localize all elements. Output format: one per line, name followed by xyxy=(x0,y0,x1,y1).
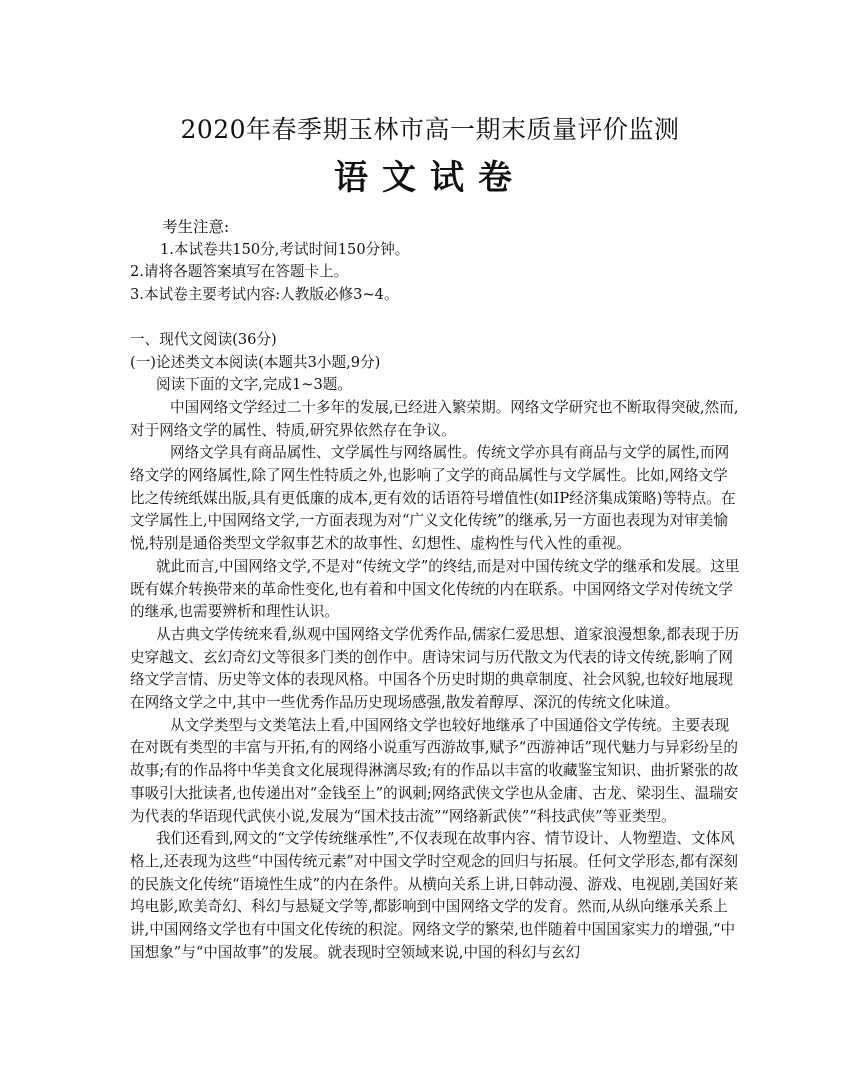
exam-title: 2020年春季期玉林市高一期末质量评价监测 xyxy=(180,115,680,144)
notice-item: 3.本试卷主要考试内容:人教版必修3~4。 xyxy=(130,286,399,304)
passage-paragraph: 从古典文学传统来看,纵观中国网络文学优秀作品,儒家仁爱思想、道家浪漫想象,都表现于历史穿越文、玄幻奇幻文等很多门类的创作中。唐诗宋词与历代散文为代表的诗文传统,影响了网络文学言情、历史等文体的表现风格。中国各个历史时期的典章制度、社会风貌,也较好地展现在网络文学之中,其中一些优秀作品历史现场感强,散发着醇厚、深沉的传统文化味道。 xyxy=(130,625,740,712)
notice-item: 2.请将各题答案填写在答题卡上。 xyxy=(130,263,349,281)
exam-body xyxy=(130,216,742,965)
passage-paragraph: 从文学类型与文类笔法上看,中国网络文学也较好地继承了中国通俗文学传统。主要表现在对既有类型的丰富与开拓,有的网络小说重写西游故事,赋予“西游神话”现代魅力与异彩纷呈的故事;有的作品将中华美食文化展现得淋漓尽致;有的作品以丰富的收藏鉴宝知识、曲折紧张的故事吸引大批读者,也传递出对“金钱至上”的讽刺;网络武侠文学也从金庸、古龙、梁羽生、温瑞安为代表的华语现代武侠小说,发展为“国术技击流”“网络新武侠”“科技武侠”等亚类型。 xyxy=(130,716,739,825)
section-subheading: (一)论述类文本阅读(本题共3小题,9分) xyxy=(130,353,381,371)
passage-paragraph: 我们还看到,网文的“文学传统继承性”,不仅表现在故事内容、情节设计、人物塑造、文体风格上,还表现为这些“中国传统元素”对中国文学时空观念的回归与拓展。任何文学形态,都有深刻的民族文化传统“语境性生成”的内在条件。从横向关系上讲,日韩动漫、游戏、电视剧,美国好莱坞电影,欧美奇幻、科幻与悬疑文学等,都影响到中国网络文学的发育。然而,从纵向继承关系上讲,中国网络文学也有中国文化传统的积淀。网络文学的繁荣,也伴随着中国国家实力的增强,“中国想象”与“中国故事”的发展。就表现时空领域来说,中国的科幻与玄幻 xyxy=(130,830,738,961)
notice-heading: 考生注意: xyxy=(162,218,230,236)
passage-paragraph: 网络文学具有商品属性、文学属性与网络属性。传统文学亦具有商品与文学的属性,而网络文学的网络属性,除了网生性特质之外,也影响了文学的商品属性与文学属性。比如,网络文学比之传统纸媒出版,具有更低廉的成本,更有效的话语符号增值性(如IP经济集成策略)等特点。在文学属性上,中国网络文学,一方面表现为对“广义文化传统”的继承,另一方面也表现为对审美愉悦,特别是通俗类型文学叙事艺术的故事性、幻想性、虚构性与代入性的重视。 xyxy=(130,444,736,553)
section-heading: 一、现代文阅读(36分) xyxy=(130,330,277,348)
passage-paragraph: 就此而言,中国网络文学,不是对“传统文学”的终结,而是对中国传统文学的继承和发展。这里既有媒介转换带来的革命性变化,也有着和中国文化传统的内在联系。中国网络文学对传统文学的继承,也需要辨析和理性认识。 xyxy=(130,557,740,621)
exam-subject-title: 语文试卷 xyxy=(334,158,526,198)
notice-item: 1.本试卷共150分,考试时间150分钟。 xyxy=(160,240,410,258)
reading-instruction: 阅读下面的文字,完成1~3题。 xyxy=(156,376,352,394)
passage-paragraph: 中国网络文学经过二十多年的发展,已经进入繁荣期。网络文学研究也不断取得突破,然而,对于网络文学的属性、特质,研究界依然存在争议。 xyxy=(130,398,739,439)
